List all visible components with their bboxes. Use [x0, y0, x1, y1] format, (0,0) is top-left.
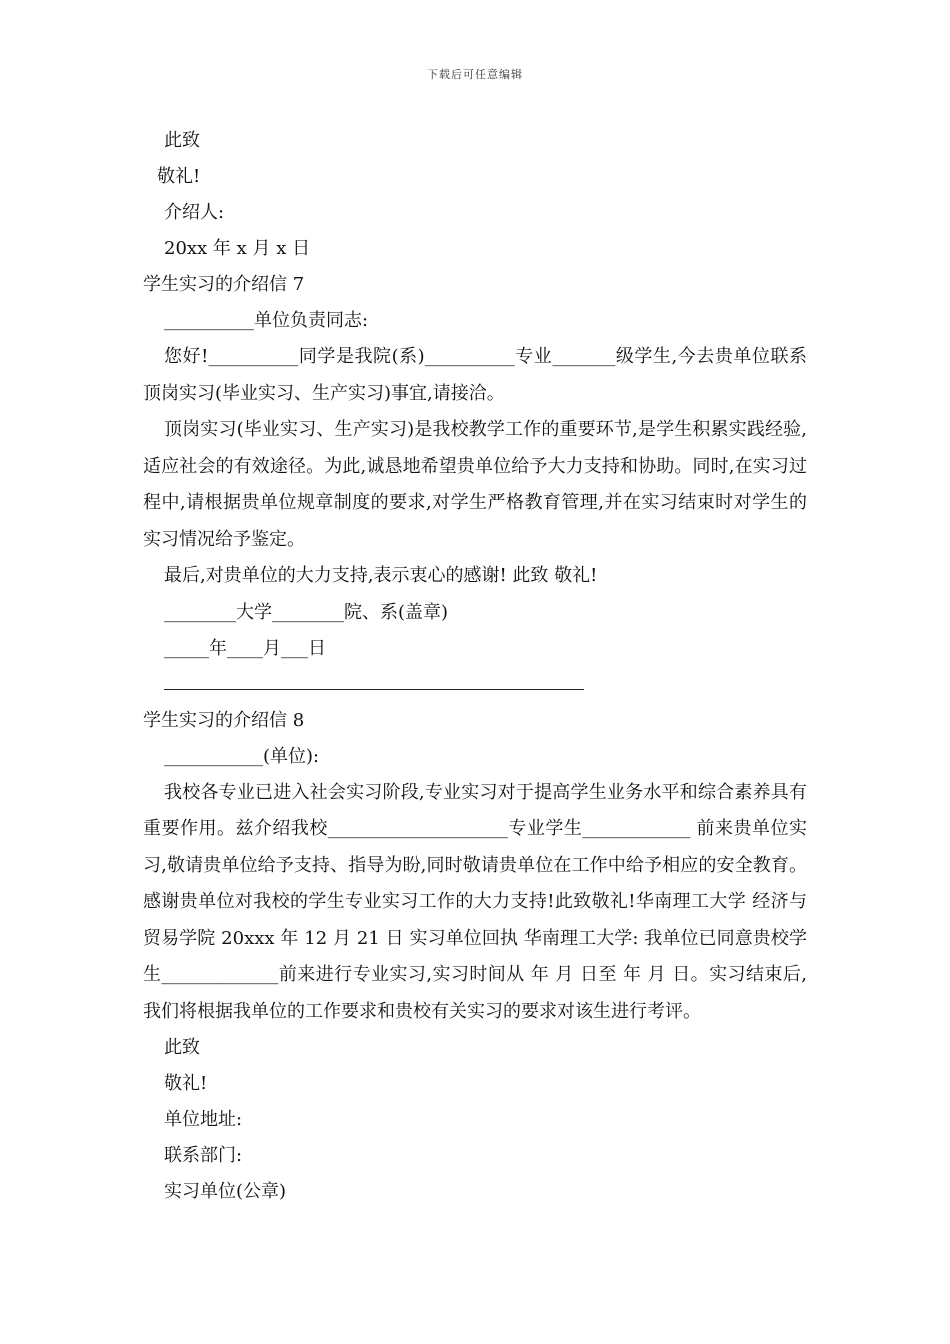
letter8-title: 学生实习的介绍信 8 — [143, 709, 305, 731]
letter8-salutation: ___________(单位): — [164, 745, 320, 767]
letter7-seal-line: ________大学________院、系(盖章) — [164, 601, 449, 623]
divider-rule — [164, 689, 584, 690]
letter7-title: 学生实习的介绍信 7 — [143, 274, 305, 295]
document-body — [143, 123, 813, 1210]
letter8-closing-jing-li: 敬礼! — [164, 1073, 208, 1094]
page-header: 下载后可任意编辑 — [427, 68, 523, 81]
introducer-date: 20xx 年 x 月 x 日 — [164, 238, 311, 259]
letter7-paragraph-1: 您好!__________同学是我院(系)__________专业_______级学生,今去贵单位联系顶岗实习(毕业实习、生产实习)事宜,请接洽。 — [143, 346, 807, 404]
section-divider — [143, 667, 807, 703]
closing-ci-zhi: 此致 — [164, 130, 200, 151]
letter8-address-label: 单位地址: — [164, 1109, 243, 1130]
letter7-paragraph-2: 顶岗实习(毕业实习、生产实习)是我校教学工作的重要环节,是学生积累实践经验,适应社会的有效途径。为此,诚恳地希望贵单位给予大力支持和协助。同时,在实习过程中,请根据贵单位规章制度的要求,对学生严格教育管理,并在实习结束时对学生的实习情况给予鉴定。 — [143, 419, 807, 550]
letter8-closing-ci-zhi: 此致 — [164, 1037, 200, 1058]
letter8-department-label: 联系部门: — [164, 1145, 243, 1166]
letter7-paragraph-3: 最后,对贵单位的大力支持,表示衷心的感谢! 此致 敬礼! — [164, 565, 598, 586]
introducer-label: 介绍人: — [164, 202, 225, 223]
letter8-paragraph-1: 我校各专业已进入社会实习阶段,专业实习对于提高学生业务水平和综合素养具有重要作用。兹介绍我校____________________专业学生____________ 前来贵单位实习,敬请贵单位给予支持、指导为盼,同时敬请贵单位在工作中给予相应的安全教育。 感谢贵单位对我校的学生专业实习工作的大力支持!此致敬礼!华南理工大学 经济与贸易学院 20xxx 年 12 月 21 日 实习单位回执 华南理工大学: 我单位已同意贵校学生_____________前来进行专业实习,实习时间从 年 月 日至 年 月 日。实习结束后,我们将根据我单位的工作要求和贵校有关实习的要求对该生进行考评。 — [143, 781, 813, 1022]
letter8-unit-seal: 实习单位(公章) — [164, 1181, 287, 1202]
letter7-salutation: __________单位负责同志: — [164, 310, 369, 331]
closing-jing-li: 敬礼! — [157, 166, 201, 187]
letter7-date-line: _____年____月___日 — [164, 637, 326, 659]
